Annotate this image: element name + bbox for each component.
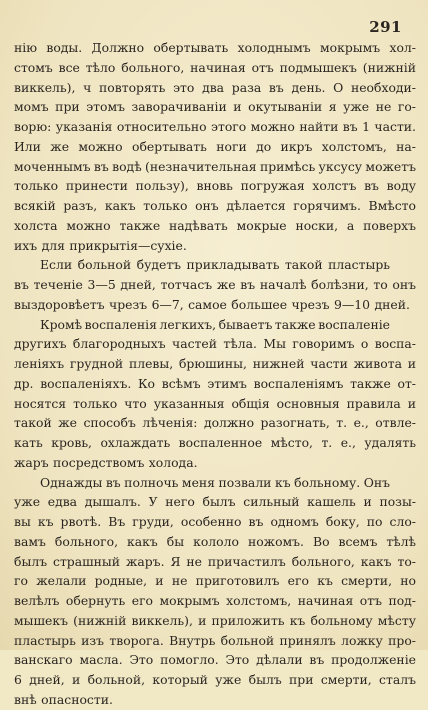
text-line: пластырь изъ творога. Внутрь больной принялъ ложку про- [14,632,416,648]
text-line: въ теченіе 3—5 дней, тотчасъ же въ началѣ болѣзни, то онъ [14,277,416,292]
text-line: кать кровь, охлаждать воспаленное мѣсто, т. е., удалять [14,435,416,450]
text-line: леніяхъ грудной плевы, брюшины, нижней части живота и [14,356,416,371]
text-line: только принести пользу), вновь погружая холстъ въ воду [14,178,416,194]
text-line: велѣлъ обернуть его мокрымъ холстомъ, начиная отъ под- [14,593,416,608]
text-line: такой же способъ лѣченія: должно разогнать, т. е., отвле- [14,415,416,431]
text-line: Если больной будетъ прикладывать такой пластырь [40,257,390,273]
text-line: носятся только что указанныя общія основныя правила и [14,395,416,411]
paragraph [14,38,416,255]
paragraph [14,255,416,314]
text-line: Или же можно обертывать ноги до икръ холстомъ, на- [14,138,416,154]
text-line: виккель), ч повторять это два раза въ день. О необходи- [14,79,416,95]
text-line: ворю: указанія относительно этого можно найти въ 1 части. [14,119,416,134]
paragraph [14,473,416,710]
text-line: всякій разъ, какъ только онъ дѣлается горячимъ. Вмѣсто [14,198,416,213]
text-line: ихъ для прикрытія—сухіе. [14,237,187,253]
text-line: Однажды въ полночь меня позвали къ больному. Онъ [40,474,390,490]
text-line: вы къ рвотѣ. Въ груди, особенно въ одномъ боку, по сло- [14,514,416,529]
text-line: нію воды. Должно обертывать холоднымъ мокрымъ хол- [14,40,416,55]
text-line: стомъ все тѣло больного, начиная отъ подмышекъ (нижній [14,59,416,75]
text-line: другихъ благородныхъ частей тѣла. Мы говоримъ о воспа- [14,336,416,352]
text-line: др. воспаленіяхъ. Ко всѣмъ этимъ воспаленіямъ также от- [14,375,416,391]
text-line: былъ страшный жаръ. Я не причастилъ больного, какъ то- [14,553,416,569]
page-number: 291 [369,18,402,36]
text-line: жаръ посредствомъ холода. [14,454,198,470]
text-line: моченнымъ въ водѣ (незначительная примѣсь уксусу можетъ [14,158,416,174]
text-line: 6 дней, и больной, который уже былъ при смерти, сталъ [14,672,416,687]
text-line: холста можно также надѣвать мокрые носки, а поверхъ [14,217,416,233]
text-line: вамъ больного, какъ бы кололо ножомъ. Во всемъ тѣлѣ [14,533,416,549]
body-text [14,38,416,710]
paragraph [14,315,416,473]
text-line: го желали родные, и не приготовилъ его къ смерти, но [14,573,416,589]
text-line: уже едва дышалъ. У него былъ сильный кашель и позы- [14,494,416,510]
text-line: Кромѣ воспаленія легкихъ, бываетъ также воспаленіе [40,316,390,332]
text-line: выздоровѣетъ чрезъ 6—7, самое большее чрезъ 9—10 дней. [14,296,410,312]
text-line: момъ при этомъ заворачиваніи и окутываніи я уже не го- [14,99,416,115]
text-line: внѣ опасности. [14,691,113,707]
text-line: мышекъ (нижній виккель), и приложить къ больному мѣсту [14,612,416,628]
text-line: ванскаго масла. Это помогло. Это дѣлали въ продолженіе [14,652,416,668]
